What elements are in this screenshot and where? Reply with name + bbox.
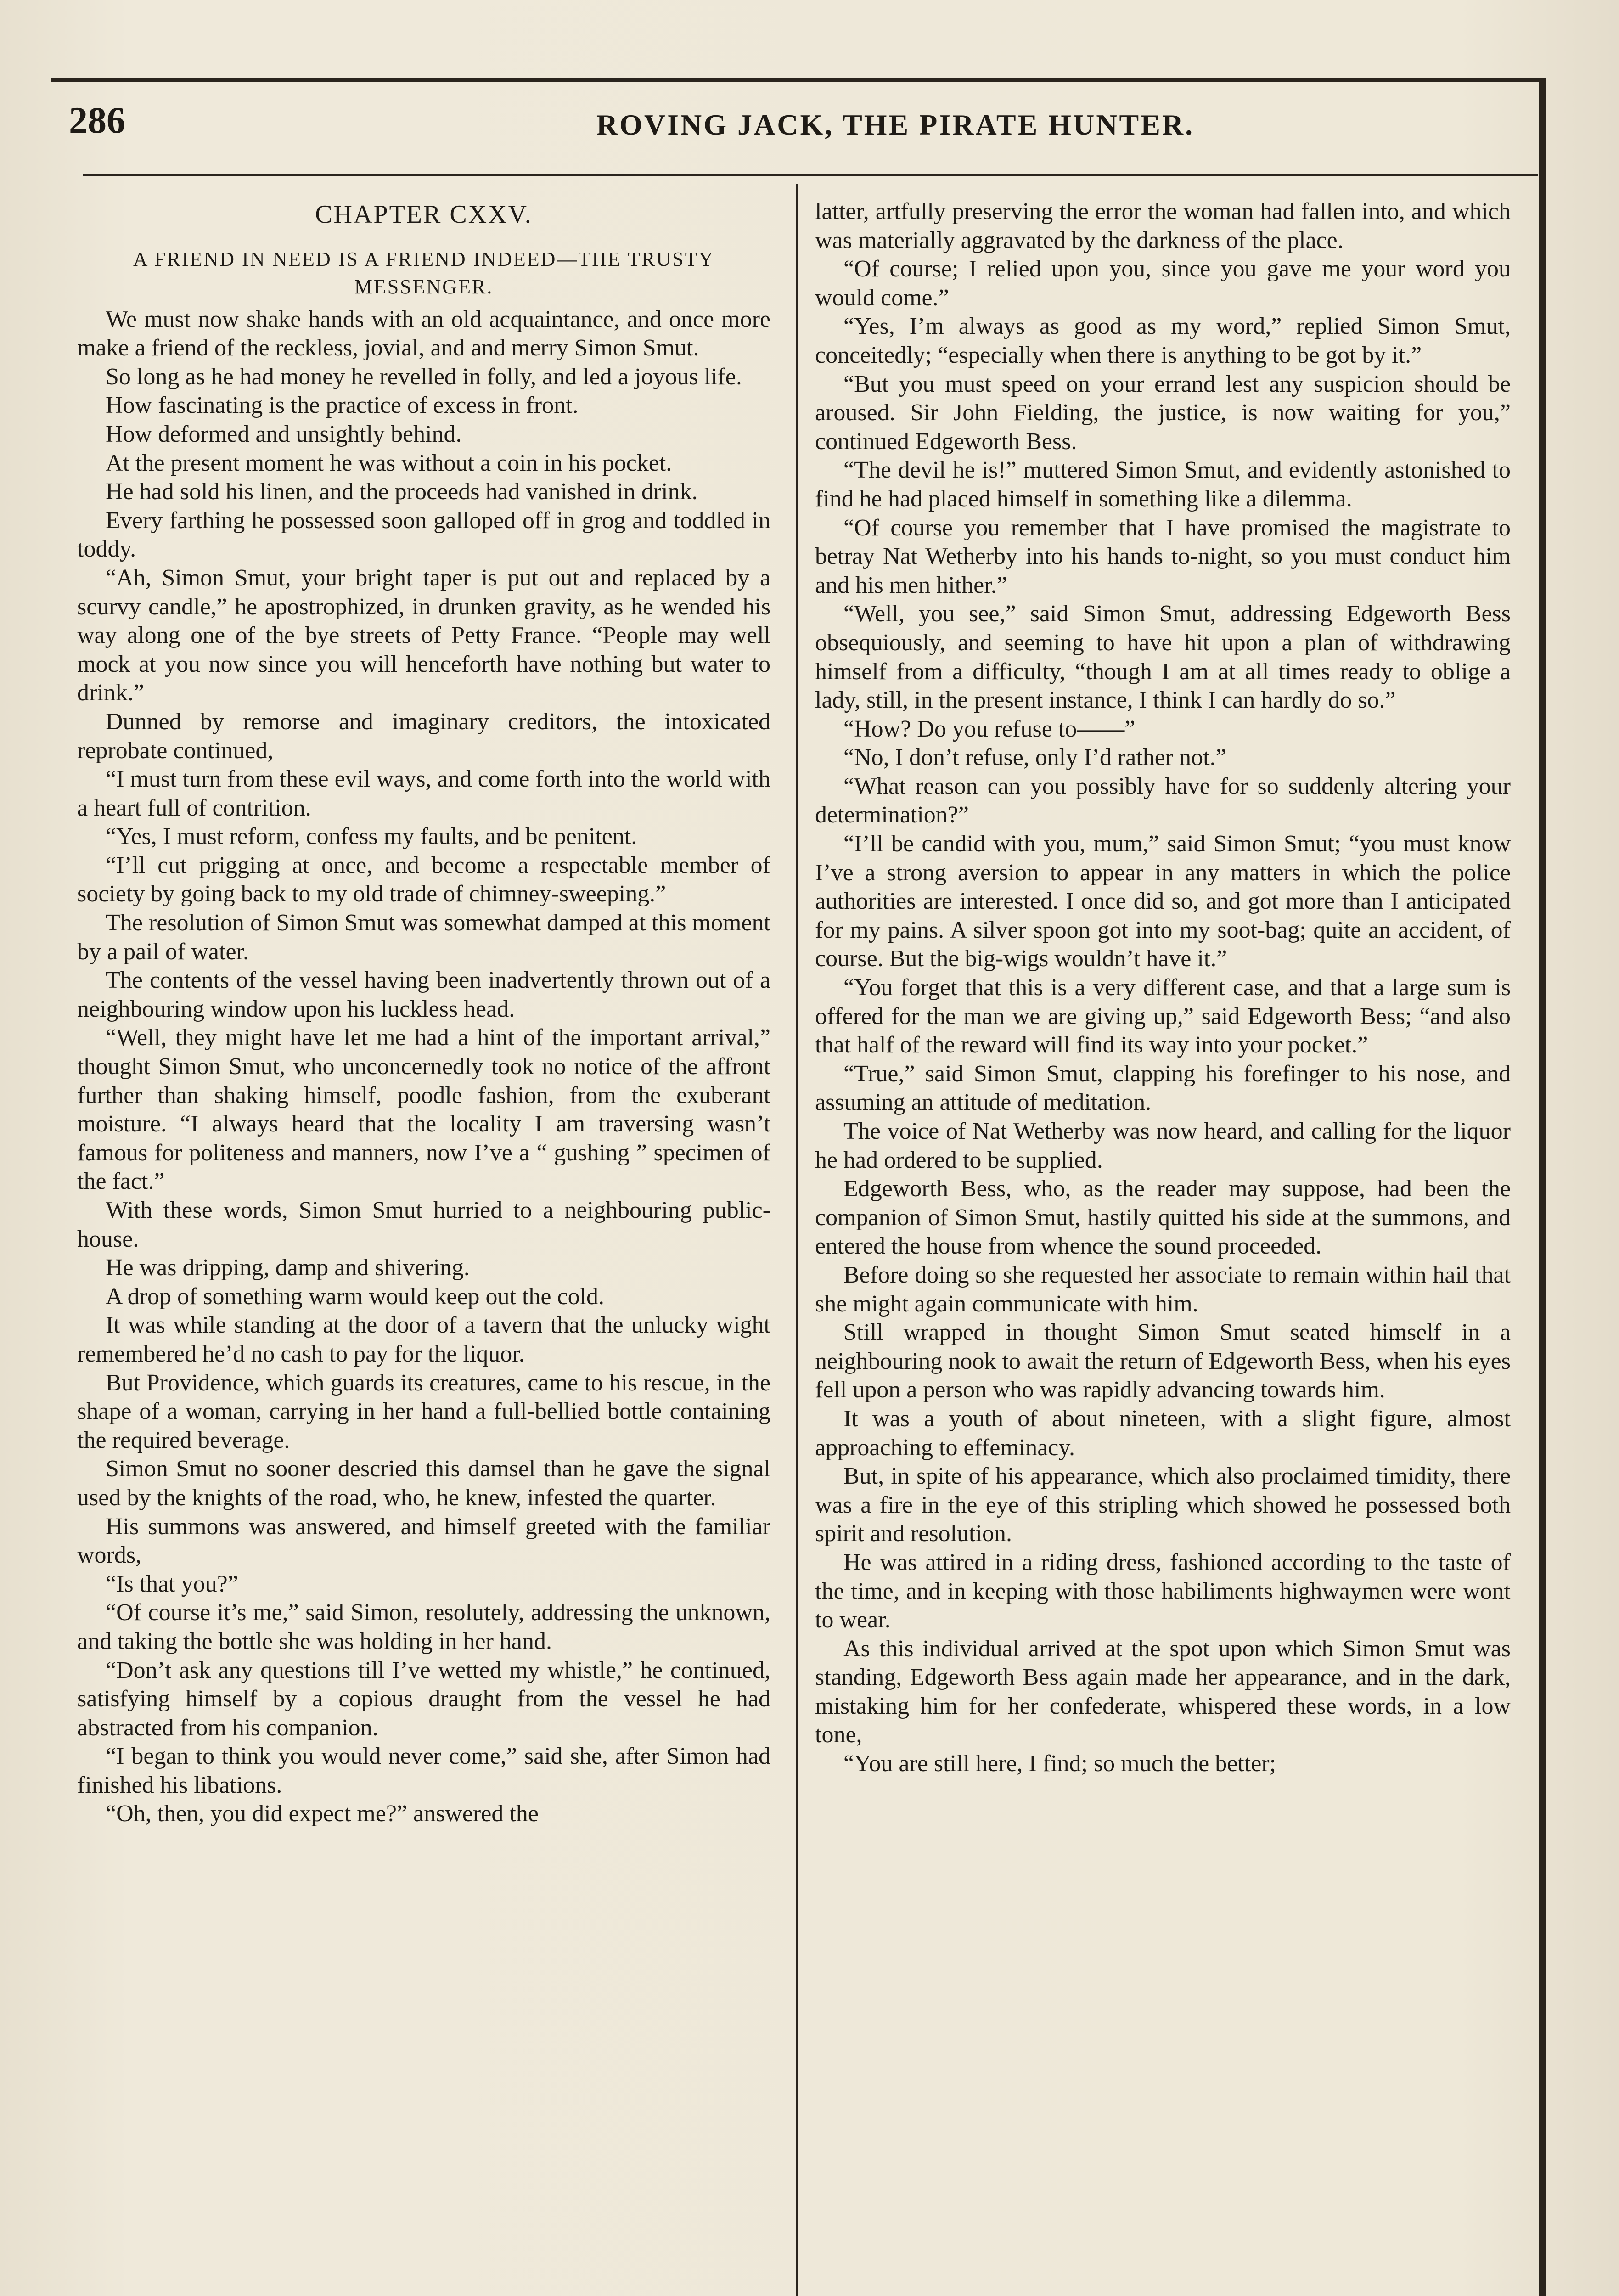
paragraph: The resolution of Simon Smut was somewhat damped at this moment by a pail of water. xyxy=(77,910,770,965)
paragraph: It was while standing at the door of a tavern that the unlucky wight remembered he’d no cash to pay for the liquor. xyxy=(77,1312,770,1367)
paragraph: Before doing so she requested her associate to remain within hail that she might again communicate with him. xyxy=(815,1261,1511,1317)
right-column xyxy=(815,197,1511,2296)
left-column xyxy=(77,197,770,2296)
paragraph: But Providence, which guards its creatures, came to his rescue, in the shape of a woman, carrying in her hand a full-bellied bottle containing the required beverage. xyxy=(77,1369,770,1453)
paragraph: “I began to think you would never come,” said she, after Simon had finished his libations. xyxy=(77,1743,770,1798)
chapter-subtitle: A FRIEND IN NEED IS A FRIEND INDEED—THE TRUSTY MESSENGER. xyxy=(133,248,715,298)
header-rule xyxy=(83,174,1538,176)
paragraph: How deformed and unsightly behind. xyxy=(106,421,462,447)
paragraph: He had sold his linen, and the proceeds had vanished in drink. xyxy=(106,478,698,505)
paragraph: How fascinating is the practice of excess in front. xyxy=(106,392,579,419)
paragraph: The voice of Nat Wetherby was now heard, and calling for the liquor he had ordered to be supplied. xyxy=(815,1118,1511,1173)
paragraph: His summons was answered, and himself greeted with the familiar words, xyxy=(77,1513,770,1569)
paragraph: “You are still here, I find; so much the better; xyxy=(843,1750,1276,1777)
paragraph: “Of course; I relied upon you, since you gave me your word you would come.” xyxy=(815,256,1511,311)
paragraph: “I’ll be candid with you, mum,” said Simon Smut; “you must know I’ve a strong aversion to appear in any matters in which the police authorities are interested. I once did so, and got more than I anticipated for my pains. A silver spoon got into my soot-bag; quite an accident, of course. But the big-wigs wouldn’t have it.” xyxy=(815,831,1511,972)
paragraph: Every farthing he possessed soon galloped off in grog and toddled in toddy. xyxy=(77,507,770,563)
paragraph: So long as he had money he revelled in folly, and led a joyous life. xyxy=(106,363,742,390)
paragraph: “How? Do you refuse to——” xyxy=(843,715,1136,742)
paragraph: “No, I don’t refuse, only I’d rather not.” xyxy=(843,744,1226,771)
paragraph: “The devil he is!” muttered Simon Smut, and evidently astonished to find he had placed himself in something like a dilemma. xyxy=(815,457,1511,512)
paragraph: But, in spite of his appearance, which also proclaimed timidity, there was a fire in the eye of this stripling which showed he possessed both spirit and resolution. xyxy=(815,1463,1511,1547)
paragraph: “I must turn from these evil ways, and come forth into the world with a heart full of contrition. xyxy=(77,766,770,821)
paragraph: “Well, you see,” said Simon Smut, addressing Edgeworth Bess obsequiously, and seeming to have hit upon a plan of withdrawing himself from a difficulty, “though I am at all times ready to oblige a lady, still, in the present instance, I think I can hardly do so.” xyxy=(815,601,1511,714)
paragraph: “Of course it’s me,” said Simon, resolutely, addressing the unknown, and taking the bottle she was holding in her hand. xyxy=(77,1599,770,1654)
page-frame-top xyxy=(51,78,1546,82)
paragraph: At the present moment he was without a coin in his pocket. xyxy=(106,450,672,476)
page-frame-right xyxy=(1539,78,1546,2296)
page-header xyxy=(69,99,1529,158)
chapter-title: CHAPTER CXXV. xyxy=(315,200,533,229)
paragraph: As this individual arrived at the spot upon which Simon Smut was standing, Edgeworth Bess again made her appearance, and in the dark, mistaking him for her confederate, whispered these words, in a low tone, xyxy=(815,1635,1511,1748)
paragraph: Dunned by remorse and imaginary creditors, the intoxicated reprobate continued, xyxy=(77,708,770,764)
paragraph: Simon Smut no sooner descried this damsel than he gave the signal used by the knights of the road, who, he knew, infested the quarter. xyxy=(77,1456,770,1511)
paragraph: “I’ll cut prigging at once, and become a respectable member of society by going back to my old trade of chimney-sweeping.” xyxy=(77,852,770,907)
paragraph: Edgeworth Bess, who, as the reader may suppose, had been the companion of Simon Smut, hastily quitted his side at the summons, and entered the house from whence the sound proceeded. xyxy=(815,1176,1511,1260)
paragraph: “Oh, then, you did expect me?” answered the xyxy=(106,1801,539,1827)
left-column-text xyxy=(77,305,770,1829)
column-divider xyxy=(796,184,798,2296)
paragraph: Still wrapped in thought Simon Smut seated himself in a neighbouring nook to await the return of Edgeworth Bess, when his eyes fell upon a person who was rapidly advancing towards him. xyxy=(815,1319,1511,1403)
paragraph: A drop of something warm would keep out the cold. xyxy=(106,1283,605,1310)
paragraph: “Well, they might have let me had a hint of the important arrival,” thought Simon Smut, who unconcernedly took no notice of the affront further than shaking himself, poodle fashion, from the exuberant moisture. “I always heard that the locality I am traversing wasn’t famous for politeness and manners, now I’ve a “ gushing ” specimen of the fact.” xyxy=(77,1024,770,1195)
paragraph: It was a youth of about nineteen, with a slight figure, almost approaching to effeminacy. xyxy=(815,1405,1511,1461)
paragraph: “You forget that this is a very different case, and that a large sum is offered for the man we are giving up,” said Edgeworth Bess; “and also that half of the reward will find its way into your pocket.” xyxy=(815,974,1511,1058)
paragraph: “Yes, I must reform, confess my faults, and be penitent. xyxy=(106,823,637,850)
paragraph: “Don’t ask any questions till I’ve wetted my whistle,” he continued, satisfying himself by a copious draught from the vessel he had abstracted from his companion. xyxy=(77,1657,770,1741)
running-title: ROVING JACK, THE PIRATE HUNTER. xyxy=(596,108,1195,141)
right-column-text xyxy=(815,197,1511,1778)
paragraph: With these words, Simon Smut hurried to a neighbouring public-house. xyxy=(77,1197,770,1252)
paragraph: “Of course you remember that I have promised the magistrate to betray Nat Wetherby into his hands to-night, so you must conduct him and his men hither.” xyxy=(815,514,1511,598)
paragraph: He was attired in a riding dress, fashioned according to the taste of the time, and in keeping with those habiliments highwaymen were wont to wear. xyxy=(815,1549,1511,1633)
page-number: 286 xyxy=(69,99,125,141)
paragraph: “Yes, I’m always as good as my word,” replied Simon Smut, conceitedly; “especially when there is anything to be got by it.” xyxy=(815,313,1511,368)
paragraph: “True,” said Simon Smut, clapping his forefinger to his nose, and assuming an attitude of meditation. xyxy=(815,1060,1511,1116)
paragraph: latter, artfully preserving the error the woman had fallen into, and which was materially aggravated by the darkness of the place. xyxy=(815,198,1511,253)
paragraph: We must now shake hands with an old acquaintance, and once more make a friend of the reckless, jovial, and and merry Simon Smut. xyxy=(77,306,770,361)
paragraph: He was dripping, damp and shivering. xyxy=(106,1255,470,1281)
paragraph: “But you must speed on your errand lest any suspicion should be aroused. Sir John Fielding, the justice, is now waiting for you,” continued Edgeworth Bess. xyxy=(815,371,1511,455)
paragraph: “What reason can you possibly have for so suddenly altering your determination?” xyxy=(815,773,1511,828)
paragraph: “Ah, Simon Smut, your bright taper is put out and replaced by a scurvy candle,” he apostrophized, in drunken gravity, as he wended his way along one of the bye streets of Petty France. “People may well mock at you now since you will henceforth have nothing but water to drink.” xyxy=(77,564,770,706)
paragraph: “Is that you?” xyxy=(106,1570,238,1597)
paragraph: The contents of the vessel having been inadvertently thrown out of a neighbouring window upon his luckless head. xyxy=(77,967,770,1022)
